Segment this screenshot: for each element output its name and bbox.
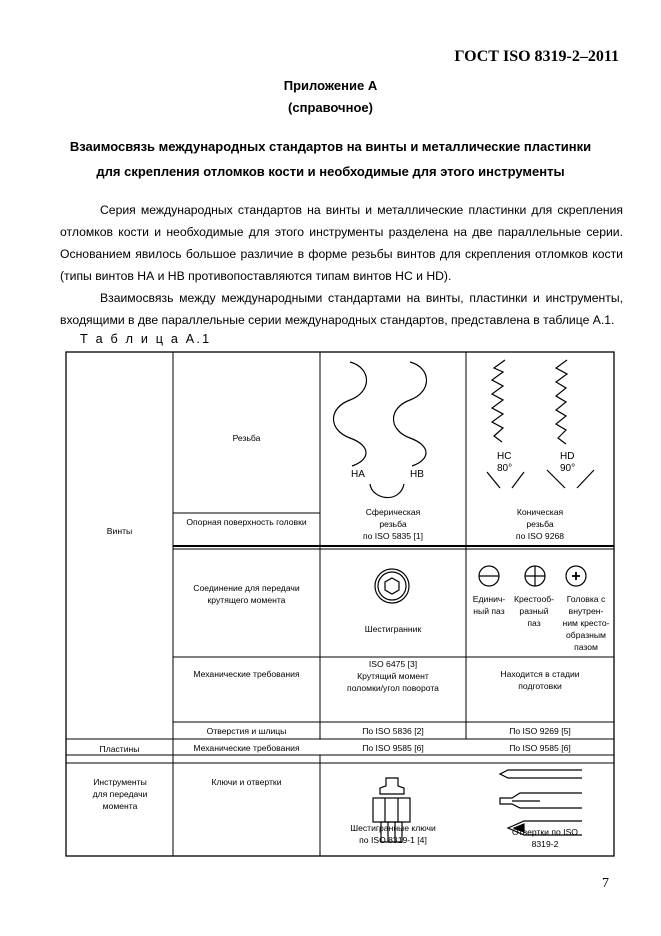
caption-line: разный xyxy=(519,606,549,616)
row-label-plates: Пластины xyxy=(99,744,140,754)
caption-line: пазом xyxy=(574,642,598,652)
iso6475-caption xyxy=(320,658,466,694)
caption-line: Соединение для передачи xyxy=(193,583,300,593)
caption-line: Шестигранные ключи xyxy=(350,823,436,833)
caption-line: ISO 6475 [3] xyxy=(368,659,418,669)
thread-label: Резьба xyxy=(232,433,261,443)
paragraph-line: Основанием явилось большое различие в форме резьбы винтов для скрепления отломков кости xyxy=(60,247,623,261)
caption-line: паз xyxy=(527,618,541,628)
caption-line: по ISO 8319-1 [4] xyxy=(359,835,427,845)
spherical-thread-caption xyxy=(320,506,466,542)
thread-label-hb: HB xyxy=(410,469,424,480)
caption-line: внутрен- xyxy=(568,606,604,616)
row-label-screws: Винты xyxy=(106,526,133,536)
caption-line: ним кресто- xyxy=(562,618,610,628)
paragraph-line: отломков кости и необходимые для этого инструменты разделена на две параллельные серии. xyxy=(60,225,623,239)
plates-mech-req-label: Механические требования xyxy=(193,743,300,753)
caption-line: Крестооб- xyxy=(513,594,555,604)
caption-line: по ISO 9268 xyxy=(515,531,565,541)
holes-label: Отверстия и шлицы xyxy=(206,726,287,736)
hex-keys-caption xyxy=(320,822,466,846)
single-slot-caption xyxy=(466,593,512,617)
page-number: 7 xyxy=(602,876,609,891)
bearing-surface-label: Опорная поверхность головки xyxy=(186,517,307,527)
thread-angle-hd: 90° xyxy=(560,463,576,474)
row-label-tools: Инструменты для передачи момента xyxy=(92,777,148,811)
hex-caption: Шестигранник xyxy=(364,624,422,634)
heading-line-2: для скрепления отломков кости и необходимые для этого инструменты xyxy=(96,164,565,179)
caption-line: резьба xyxy=(526,519,554,529)
slot-head-icons xyxy=(479,566,586,586)
cross-slot-caption xyxy=(510,593,558,629)
mech-req-label: Механические требования xyxy=(193,669,300,679)
paragraph-line: Серия международных стандартов на винты и металлические пластинки для скрепления xyxy=(100,203,623,217)
caption-line: 8319-2 xyxy=(531,839,559,849)
cross-head-caption xyxy=(558,593,614,653)
caption-line: ный паз xyxy=(473,606,505,616)
caption-line: Сферическая xyxy=(365,507,421,517)
caption-line: Единич- xyxy=(472,594,506,604)
paragraph-line: Взаимосвязь между международными стандартами на винты, пластинки и инструменты, xyxy=(100,291,623,305)
caption-line: Находится в стадии xyxy=(500,669,580,679)
annex-title: Приложение А xyxy=(283,78,378,93)
caption-line: Коническая xyxy=(516,507,564,517)
standard-number: ГОСТ ISO 8319-2–2011 xyxy=(454,48,619,65)
thread-label-hc: HC xyxy=(497,451,512,462)
screwdrivers-caption xyxy=(490,826,600,850)
caption-line: образным xyxy=(566,630,606,640)
caption-line: Отвертки по ISO xyxy=(512,827,578,837)
caption-line: Крутящий момент xyxy=(357,671,429,681)
heading-line-1: Взаимосвязь международных стандартов на винты и металлические пластинки xyxy=(69,139,592,154)
paragraph-line: (типы винтов НА и НВ противопоставляются типам винтов НС и HD). xyxy=(60,269,452,283)
caption-line: подготовки xyxy=(518,681,562,691)
torque-connection-label xyxy=(173,582,320,606)
iso9269-caption: По ISO 9269 [5] xyxy=(509,726,571,736)
iso5836-caption: По ISO 5836 [2] xyxy=(362,726,424,736)
keys-label: Ключи и отвертки xyxy=(211,777,282,787)
hex-socket-icon xyxy=(375,569,409,603)
thread-label-hd: HD xyxy=(560,451,575,462)
caption-line: по ISO 5835 [1] xyxy=(362,531,424,541)
caption-line: поломки/угол поворота xyxy=(347,683,439,693)
in-preparation-caption xyxy=(466,668,614,692)
caption-line: Головка с xyxy=(566,594,606,604)
conical-thread-caption xyxy=(466,506,614,542)
iso9585-caption-a: По ISO 9585 [6] xyxy=(362,743,424,753)
table-caption: Т а б л и ц а А.1 xyxy=(80,332,212,346)
iso9585-caption-b: По ISO 9585 [6] xyxy=(509,743,571,753)
annex-subtitle: (справочное) xyxy=(288,100,373,115)
thread-label-ha: HA xyxy=(351,469,365,480)
caption-line: резьба xyxy=(379,519,407,529)
thread-angle-hc: 80° xyxy=(497,463,513,474)
paragraph-line: входящими в две параллельные серии международных стандартов, представлена в таблице А.1. xyxy=(60,313,615,327)
caption-line: крутящего момента xyxy=(207,595,286,605)
